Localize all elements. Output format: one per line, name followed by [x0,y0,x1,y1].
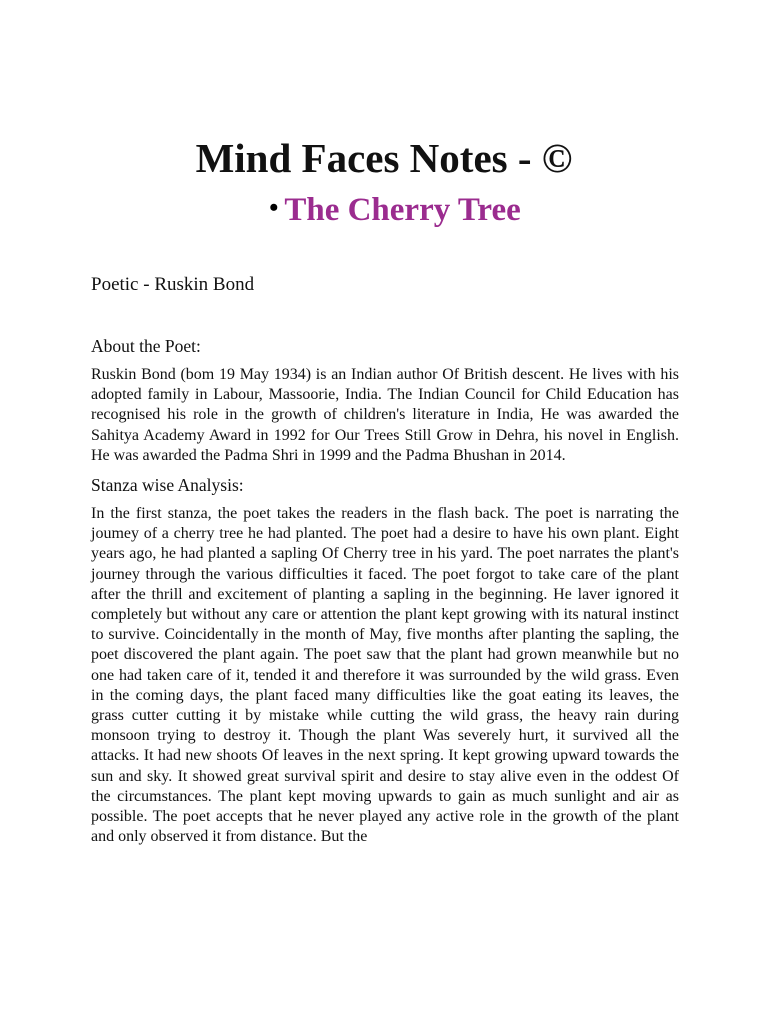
about-poet-heading: About the Poet: [91,336,201,356]
stanza-analysis-paragraph: In the first stanza, the poet takes the readers in the flash back. The poet is narrating the joumey of a cherry tree he had planted. The poet had a desire to have his own plant. Eight years ago, he had planted a sapling Of Cherry tree in his yard. The poet narrates the plant's journey through the various difficulties it faced. The poet forgot to take care of the plant after the thrill and excitement of planting a sapling in the beginning. He laver ignored it completely but without any care or attention the plant kept growing with its natural instinct to survive. Coincidentally in the month of May, five months after planting the sapling, the poet discovered the plant again. The poet saw that the plant had grown meanwhile but no one had taken care of it, tended it and therefore it was surrounded by the wild grass. Even in the coming days, the plant faced many difficulties like the goat eating its leaves, the grass cutter cutting it by mistake while cutting the wild grass, the heavy rain during monsoon trying to destroy it. Though the plant Was severely hurt, it survived all the attacks. It had new shoots Of leaves in the next spring. It kept growing upward towards the sun and sky. It showed great survival spirit and desire to stay alive even in the oddest Of the circumstances. The plant kept moving upwards to gain as much sunlight and air as possible. The poet accepts that he never played any active role in the growth of the plant and only observed it from distance. But the [91,505,679,846]
stanza-analysis-heading: Stanza wise Analysis: [91,475,244,496]
poet-line: Poetic - Ruskin Bond [91,274,255,295]
document-body [91,272,679,847]
subtitle [0,186,768,232]
subtitle-text: The Cherry Tree [284,192,521,228]
bullet-icon: • [269,193,279,222]
page-title: Mind Faces Notes - © [195,135,573,181]
about-poet-paragraph: Ruskin Bond (bom 19 May 1934) is an Indian author Of British descent. He lives with his adopted family in Labour, Massoorie, India. The Indian Council for Child Education has recognised his role in the growth of children's literature in India, He was awarded the Sahitya Academy Award in 1992 for Our Trees Still Grow in Dehra, his novel in English. He was awarded the Padma Shri in 1999 and the Padma Bhushan in 2014. [91,366,679,464]
